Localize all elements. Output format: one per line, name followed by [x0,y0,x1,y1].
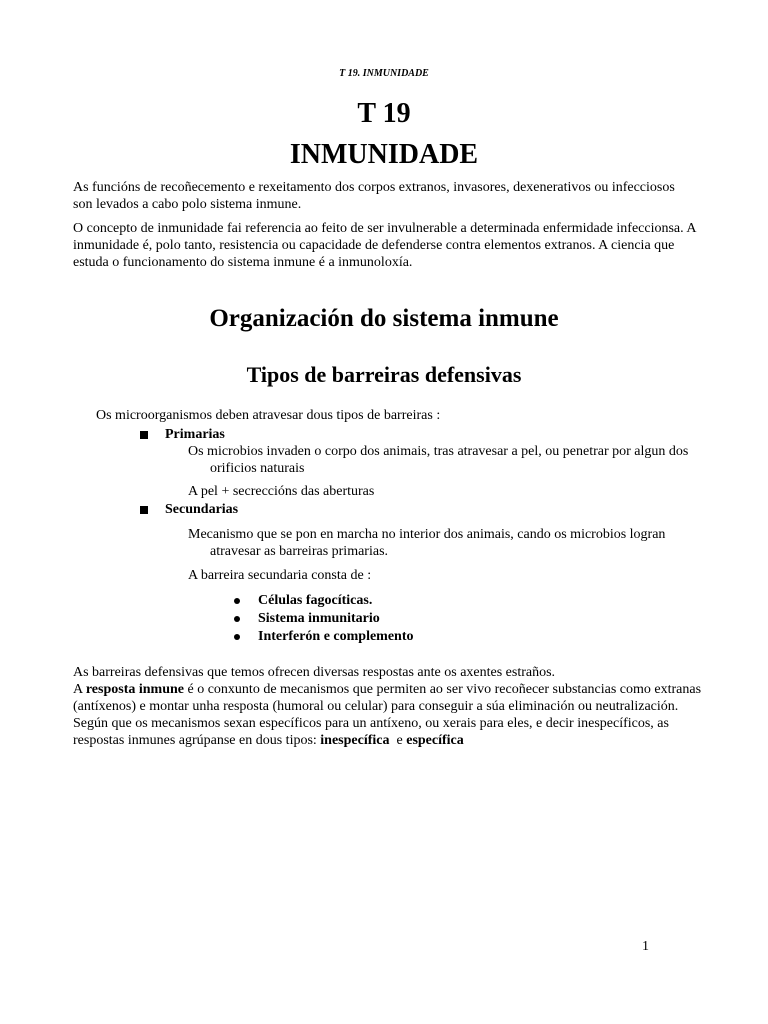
term-resposta-inmune: resposta inmune [85,682,184,697]
round-bullet-icon [234,616,240,622]
round-bullet-icon [234,634,240,640]
closing-paragraph [73,664,713,749]
secundarias-label: Secundarias [165,502,239,517]
barriers-intro: Os microorganismos deben atravesar dous tipos de barreiras : [96,408,441,423]
chapter-title: INMUNIDADE [289,139,479,170]
primarias-example: A pel + secreccións das aberturas [188,484,375,499]
term-especifica: específica [406,733,464,748]
list-item: Sistema inmunitario [232,610,414,628]
list-item: Células fagocíticas. [232,592,414,610]
round-bullet-icon [234,598,240,604]
primarias-label: Primarias [165,427,225,442]
intro-paragraph-2: O concepto de inmunidade fai referencia ao feito de ser invulnerable a determinada enfermidade infeccionsa. A inmunidade é, polo tanto, resistencia ou capacidade de defenderse contra elementos extranos. A ciencia que estuda o funcionamento do sistema inmune é a inmunoloxía. [73,221,696,270]
page-number: 1 [642,939,649,954]
intro-paragraph-1: As funcións de recoñecemento e rexeitamento dos corpos extranos, invasores, dexenerativos ou infecciosos son levados a cabo polo sistema inmune. [73,180,675,212]
section-subheading: Tipos de barreiras defensivas [246,362,522,387]
closing-line-2: A resposta inmune é o conxunto de mecanismos que permiten ao ser vivo recoñecer substancias como extranas (antíxenos) e montar unha resposta (humoral ou celular) para conseguir a súa eliminación ou neutralización. [73,682,702,714]
square-bullet-icon [140,506,148,514]
secundarias-components-list [232,592,414,646]
secundarias-description: Mecanismo que se pon en marcha no interior dos animais, cando os microbios logran atravesar as barreiras primarias. [188,527,666,559]
running-header: T 19. INMUNIDADE [339,68,429,79]
chapter-number: T 19 [357,98,411,129]
square-bullet-icon [140,431,148,439]
list-item-secundarias [140,501,238,518]
closing-line-1: As barreiras defensivas que temos ofrecen diversas respostas ante os axentes estraños. [73,665,556,680]
list-item: Interferón e complemento [232,628,414,646]
section-heading: Organización do sistema inmune [209,305,559,332]
term-inespecifica: inespecífica [320,733,390,748]
list-item-primarias [140,426,225,443]
closing-line-3: Según que os mecanismos sexan específicos para un antíxeno, ou xerais para eles, e decir inespecíficos, as respostas inmunes agrúpanse en dous tipos: inespecífica e específica [73,716,669,748]
secundarias-components-intro: A barreira secundaria consta de : [188,568,372,583]
primarias-description: Os microbios invaden o corpo dos animais, tras atravesar a pel, ou penetrar por algun dos orificios naturais [188,444,689,476]
